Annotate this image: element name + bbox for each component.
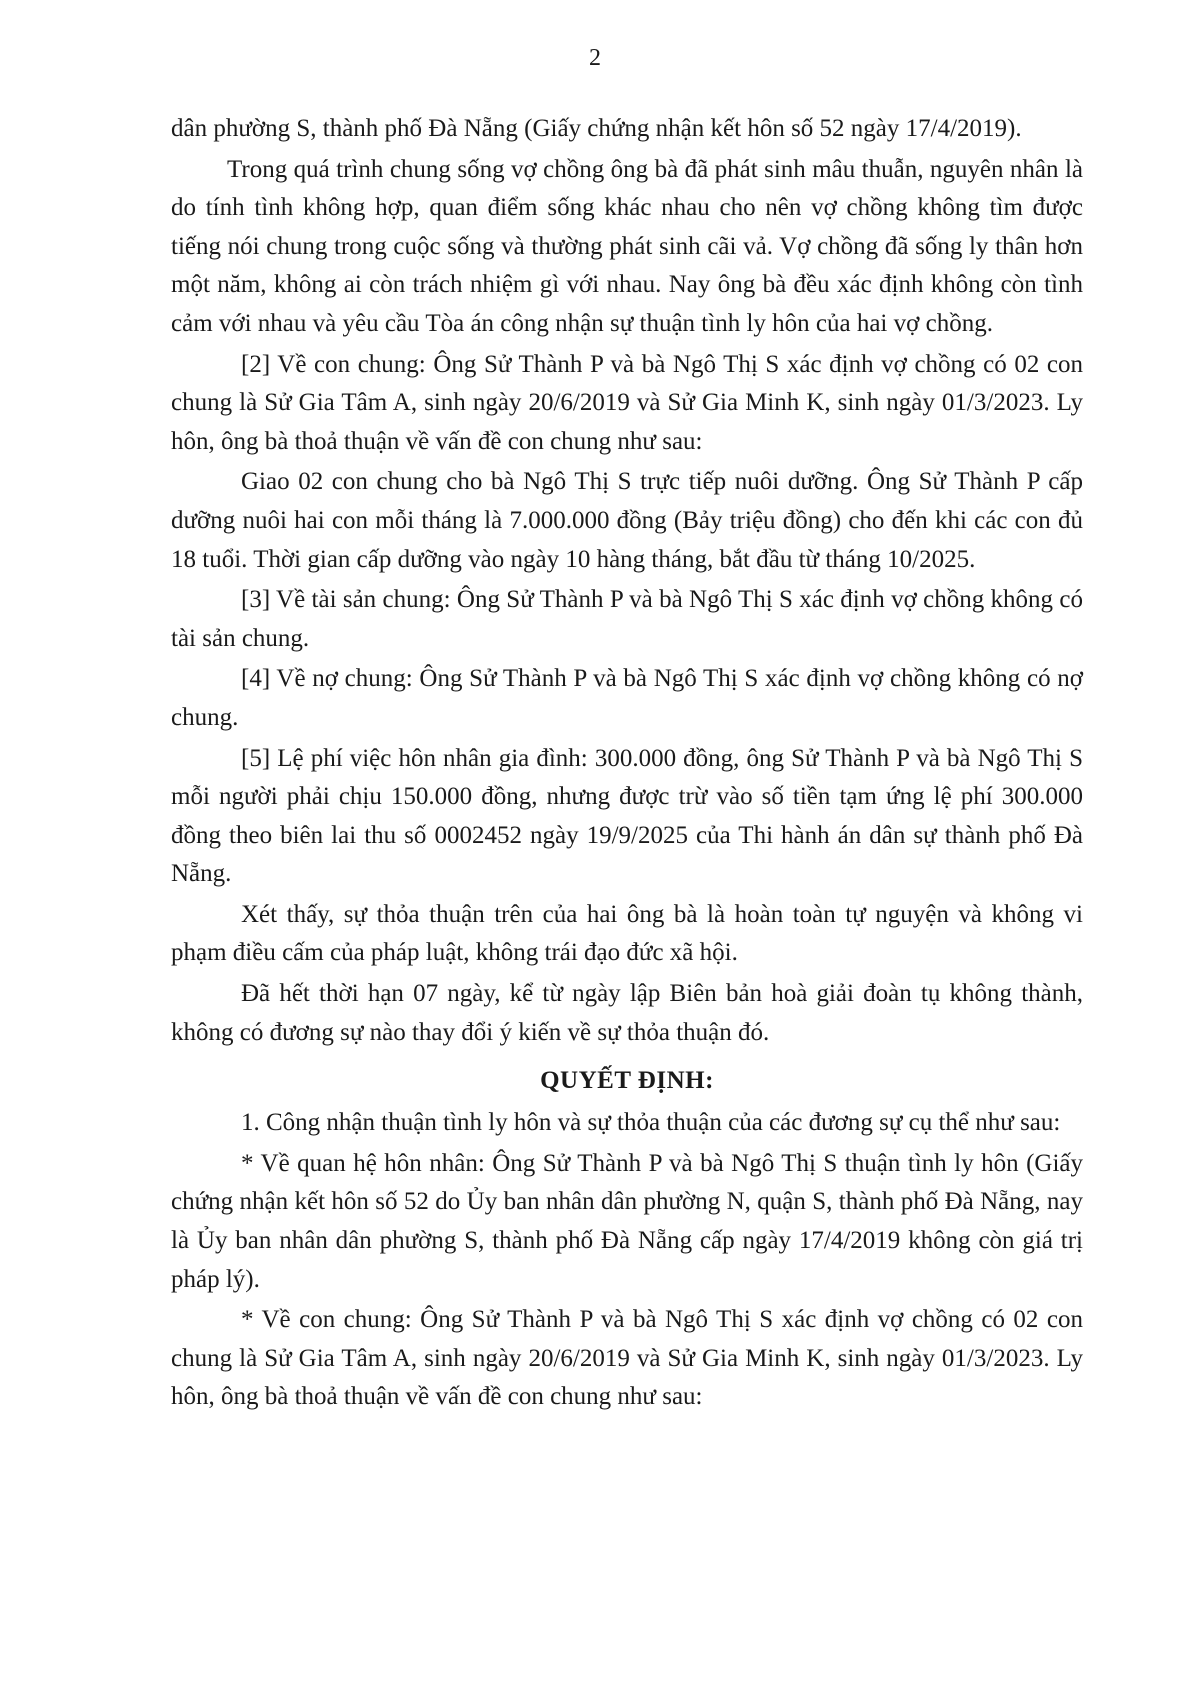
document-body xyxy=(171,110,1083,1419)
decision-item-1: 1. Công nhận thuận tình ly hôn và sự thỏa thuận của các đương sự cụ thể như sau: xyxy=(241,1109,1061,1137)
paragraph-custody: Giao 02 con chung cho bà Ngô Thị S trực tiếp nuôi dưỡng. Ông Sử Thành P cấp dưỡng nuôi hai con mỗi tháng là 7.000.000 đồng (Bảy triệu đồng) cho đến khi các con đủ 18 tuổi. Thời gian cấp dưỡng vào ngày 10 hàng tháng, bắt đầu từ tháng 10/2025. xyxy=(171,468,1083,573)
paragraph-children: [2] Về con chung: Ông Sử Thành P và bà Ngô Thị S xác định vợ chồng có 02 con chung là Sử Gia Tâm A, sinh ngày 20/6/2019 và Sử Gia Minh K, sinh ngày 01/3/2023. Ly hôn, ông bà thoả thuận về vấn đề con chung như sau: xyxy=(171,350,1083,455)
paragraph-deadline: Đã hết thời hạn 07 ngày, kể từ ngày lập Biên bản hoà giải đoàn tụ không thành, không có đương sự nào thay đổi ý kiến về sự thỏa thuận đó. xyxy=(171,980,1083,1046)
paragraph-continuation: dân phường S, thành phố Đà Nẵng (Giấy chứng nhận kết hôn số 52 ngày 17/4/2019). xyxy=(171,115,1022,142)
page-number: 2 xyxy=(589,45,601,71)
paragraph-fees: [5] Lệ phí việc hôn nhân gia đình: 300.000 đồng, ông Sử Thành P và bà Ngô Thị S mỗi người phải chịu 150.000 đồng, nhưng được trừ vào số tiền tạm ứng lệ phí 300.000 đồng theo biên lai thu số 0002452 ngày 19/9/2025 của Thi hành án dân sự thành phố Đà Nẵng. xyxy=(171,744,1083,888)
paragraph-conflict: Trong quá trình chung sống vợ chồng ông bà đã phát sinh mâu thuẫn, nguyên nhân là do tính tình không hợp, quan điểm sống khác nhau cho nên vợ chồng không tìm được tiếng nói chung trong cuộc sống và thường phát sinh cãi vả. Vợ chồng đã sống ly thân hơn một năm, không ai còn trách nhiệm gì với nhau. Nay ông bà đều xác định không còn tình cảm với nhau và yêu cầu Tòa án công nhận sự thuận tình ly hôn của hai vợ chồng. xyxy=(171,155,1083,337)
decision-children: * Về con chung: Ông Sử Thành P và bà Ngô Thị S xác định vợ chồng có 02 con chung là Sử Gia Tâm A, sinh ngày 20/6/2019 và Sử Gia Minh K, sinh ngày 01/3/2023. Ly hôn, ông bà thoả thuận về vấn đề con chung như sau: xyxy=(171,1306,1083,1411)
paragraph-voluntary: Xét thấy, sự thỏa thuận trên của hai ông bà là hoàn toàn tự nguyện và không vi phạm điều cấm của pháp luật, không trái đạo đức xã hội. xyxy=(171,900,1083,967)
paragraph-property: [3] Về tài sản chung: Ông Sử Thành P và bà Ngô Thị S xác định vợ chồng không có tài sản chung. xyxy=(171,586,1083,652)
decision-heading: QUYẾT ĐỊNH: xyxy=(540,1067,714,1095)
decision-marriage: * Về quan hệ hôn nhân: Ông Sử Thành P và bà Ngô Thị S thuận tình ly hôn (Giấy chứng nhận kết hôn số 52 do Ủy ban nhân dân phường N, quận S, thành phố Đà Nẵng, nay là Ủy ban nhân dân phường S, thành phố Đà Nẵng cấp ngày 17/4/2019 không còn giá trị pháp lý). xyxy=(171,1149,1083,1293)
paragraph-debt: [4] Về nợ chung: Ông Sử Thành P và bà Ngô Thị S xác định vợ chồng không có nợ chung. xyxy=(171,665,1083,731)
